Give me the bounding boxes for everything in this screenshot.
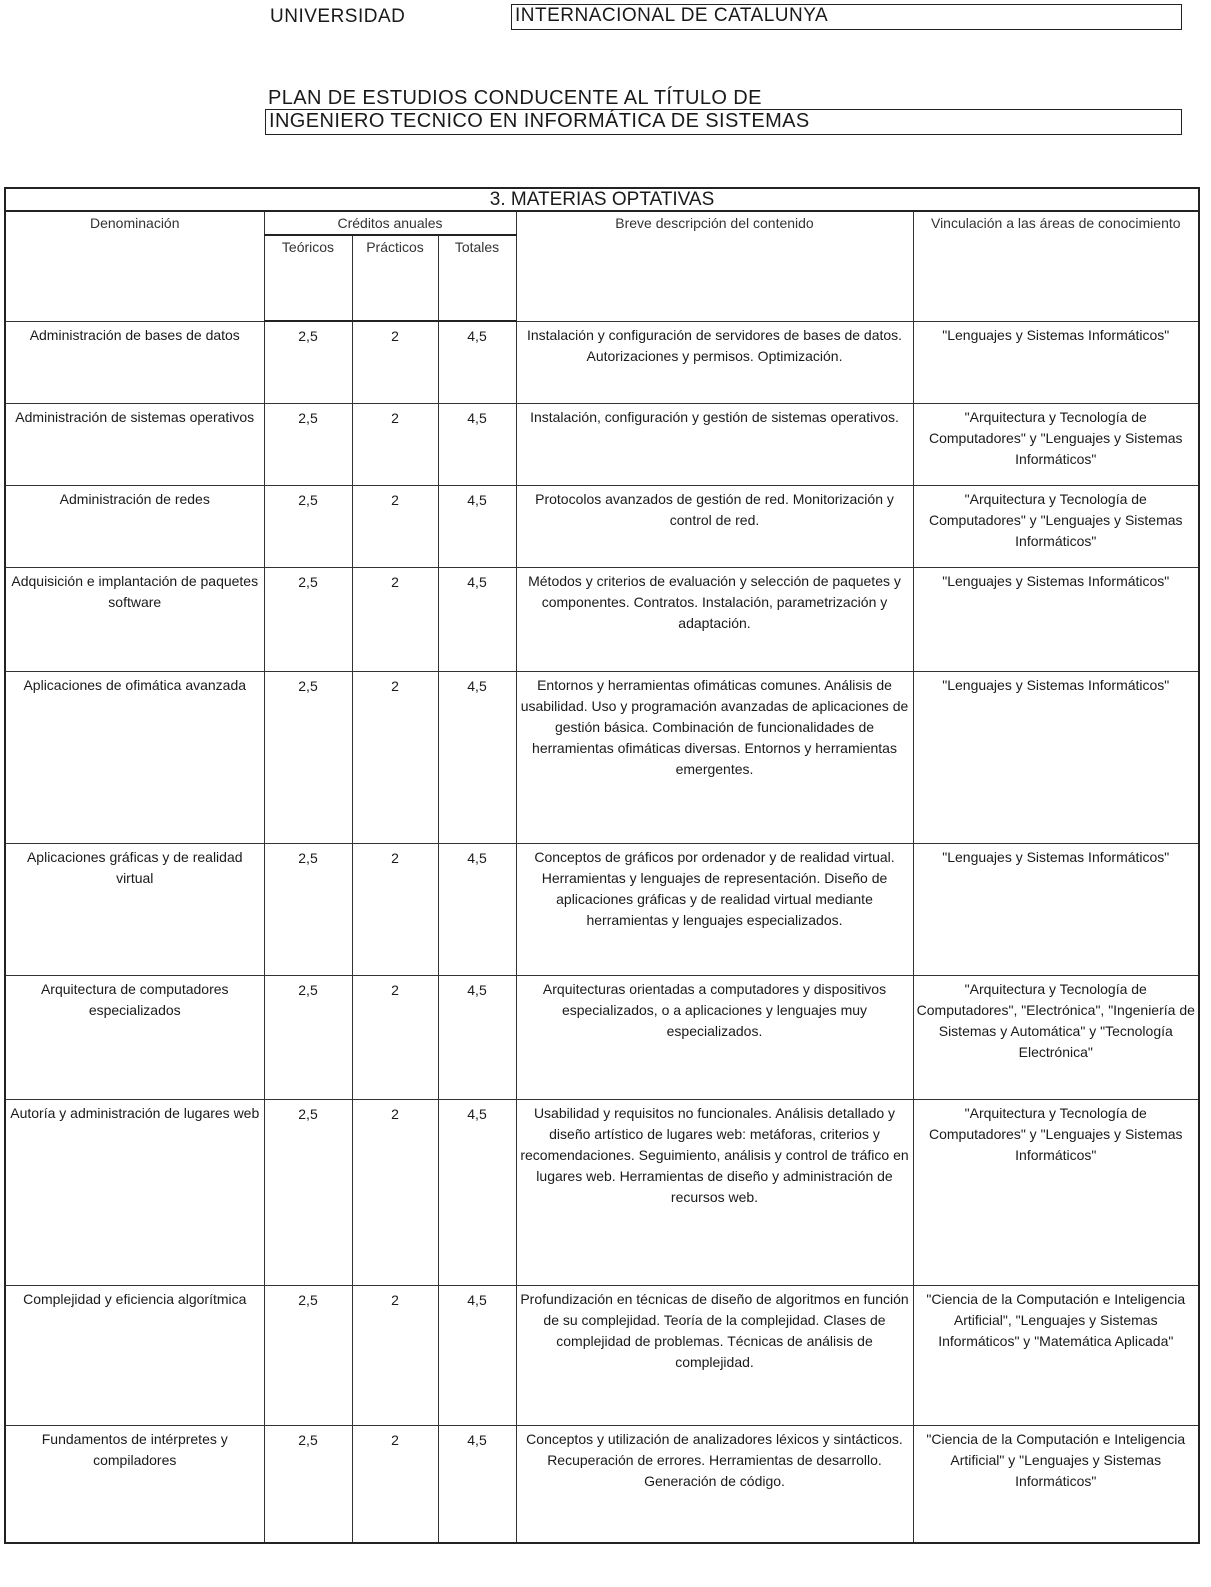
subject-name: Administración de redes	[5, 485, 264, 567]
knowledge-area: "Lenguajes y Sistemas Informáticos"	[913, 843, 1199, 975]
table-row	[5, 975, 1199, 1099]
subject-description: Usabilidad y requisitos no funcionales. Análisis detallado y diseño artístico de lugares web: metáforas, criterios y recomendaciones. Seguimiento, análisis y control de tráfico en lugares web. Herramientas de diseño y administración de recursos web.	[516, 1099, 913, 1285]
table-row	[5, 843, 1199, 975]
subject-name: Administración de sistemas operativos	[5, 403, 264, 485]
degree-title-field: INGENIERO TECNICO EN INFORMÁTICA DE SISTEMAS	[265, 109, 1182, 135]
credits-theory: 2,5	[264, 671, 352, 843]
subject-description: Conceptos y utilización de analizadores léxicos y sintácticos. Recuperación de errores. Herramientas de desarrollo. Generación de código.	[516, 1425, 913, 1543]
table-row	[5, 1425, 1199, 1543]
subject-name: Aplicaciones de ofimática avanzada	[5, 671, 264, 843]
table-row	[5, 1099, 1199, 1285]
credits-total: 4,5	[438, 321, 516, 403]
credits-practice: 2	[352, 567, 438, 671]
credits-total: 4,5	[438, 671, 516, 843]
subject-name: Arquitectura de computadores especializados	[5, 975, 264, 1099]
credits-practice: 2	[352, 671, 438, 843]
credits-practice: 2	[352, 403, 438, 485]
subject-description: Entornos y herramientas ofimáticas comunes. Análisis de usabilidad. Uso y programación avanzadas de aplicaciones de gestión básica. Combinación de funcionalidades de herramientas ofimáticas diversas. Entornos y herramientas emergentes.	[516, 671, 913, 843]
header-denominacion: Denominación	[5, 211, 264, 321]
subject-name: Complejidad y eficiencia algorítmica	[5, 1285, 264, 1425]
knowledge-area: "Arquitectura y Tecnología de Computadores" y "Lenguajes y Sistemas Informáticos"	[913, 1099, 1199, 1285]
credits-practice: 2	[352, 1099, 438, 1285]
credits-theory: 2,5	[264, 1099, 352, 1285]
table-row	[5, 671, 1199, 843]
university-label: UNIVERSIDAD	[270, 6, 406, 27]
section-title: 3. MATERIAS OPTATIVAS	[5, 188, 1199, 211]
subject-name: Fundamentos de intérpretes y compiladores	[5, 1425, 264, 1543]
credits-practice: 2	[352, 1285, 438, 1425]
knowledge-area: "Arquitectura y Tecnología de Computadores" y "Lenguajes y Sistemas Informáticos"	[913, 485, 1199, 567]
credits-theory: 2,5	[264, 567, 352, 671]
credits-total: 4,5	[438, 1285, 516, 1425]
knowledge-area: "Arquitectura y Tecnología de Computadores", "Electrónica", "Ingeniería de Sistemas y Automática" y "Tecnología Electrónica"	[913, 975, 1199, 1099]
credits-theory: 2,5	[264, 843, 352, 975]
credits-practice: 2	[352, 975, 438, 1099]
header-vinculacion: Vinculación a las áreas de conocimiento	[913, 211, 1199, 321]
header-totales: Totales	[438, 235, 516, 321]
credits-total: 4,5	[438, 843, 516, 975]
credits-total: 4,5	[438, 975, 516, 1099]
knowledge-area: "Ciencia de la Computación e Inteligencia Artificial" y "Lenguajes y Sistemas Informáticos"	[913, 1425, 1199, 1543]
credits-practice: 2	[352, 321, 438, 403]
credits-total: 4,5	[438, 1099, 516, 1285]
knowledge-area: "Lenguajes y Sistemas Informáticos"	[913, 321, 1199, 403]
subject-description: Arquitecturas orientadas a computadores y dispositivos especializados, o a aplicaciones y lenguajes muy especializados.	[516, 975, 913, 1099]
header-teoricos: Teóricos	[264, 235, 352, 321]
credits-practice: 2	[352, 1425, 438, 1543]
credits-theory: 2,5	[264, 1285, 352, 1425]
credits-theory: 2,5	[264, 321, 352, 403]
subject-name: Aplicaciones gráficas y de realidad virtual	[5, 843, 264, 975]
subject-name: Autoría y administración de lugares web	[5, 1099, 264, 1285]
credits-practice: 2	[352, 485, 438, 567]
knowledge-area: "Lenguajes y Sistemas Informáticos"	[913, 671, 1199, 843]
subject-description: Protocolos avanzados de gestión de red. Monitorización y control de red.	[516, 485, 913, 567]
header-creditos: Créditos anuales	[264, 211, 516, 235]
table-row	[5, 321, 1199, 403]
subject-name: Administración de bases de datos	[5, 321, 264, 403]
credits-total: 4,5	[438, 485, 516, 567]
credits-theory: 2,5	[264, 485, 352, 567]
credits-total: 4,5	[438, 403, 516, 485]
table-row	[5, 567, 1199, 671]
subject-description: Profundización en técnicas de diseño de algoritmos en función de su complejidad. Teoría de la complejidad. Clases de complejidad de problemas. Técnicas de análisis de complejidad.	[516, 1285, 913, 1425]
table-row	[5, 403, 1199, 485]
subject-description: Métodos y criterios de evaluación y selección de paquetes y componentes. Contratos. Instalación, parametrización y adaptación.	[516, 567, 913, 671]
header-practicos: Prácticos	[352, 235, 438, 321]
credits-total: 4,5	[438, 1425, 516, 1543]
subject-name: Adquisición e implantación de paquetes software	[5, 567, 264, 671]
knowledge-area: "Lenguajes y Sistemas Informáticos"	[913, 567, 1199, 671]
knowledge-area: "Ciencia de la Computación e Inteligencia Artificial", "Lenguajes y Sistemas Informáticos" y "Matemática Aplicada"	[913, 1285, 1199, 1425]
credits-theory: 2,5	[264, 403, 352, 485]
university-name-field: INTERNACIONAL DE CATALUNYA	[511, 4, 1182, 30]
credits-total: 4,5	[438, 567, 516, 671]
header-descripcion: Breve descripción del contenido	[516, 211, 913, 321]
subject-description: Conceptos de gráficos por ordenador y de realidad virtual. Herramientas y lenguajes de representación. Diseño de aplicaciones gráficas y de realidad virtual mediante herramientas y lenguajes especializados.	[516, 843, 913, 975]
subject-description: Instalación, configuración y gestión de sistemas operativos.	[516, 403, 913, 485]
credits-theory: 2,5	[264, 1425, 352, 1543]
subject-description: Instalación y configuración de servidores de bases de datos. Autorizaciones y permisos. Optimización.	[516, 321, 913, 403]
optional-subjects-table	[4, 187, 1200, 1544]
knowledge-area: "Arquitectura y Tecnología de Computadores" y "Lenguajes y Sistemas Informáticos"	[913, 403, 1199, 485]
table-row	[5, 485, 1199, 567]
credits-practice: 2	[352, 843, 438, 975]
plan-label: PLAN DE ESTUDIOS CONDUCENTE AL TÍTULO DE	[268, 87, 762, 109]
credits-theory: 2,5	[264, 975, 352, 1099]
table-row	[5, 1285, 1199, 1425]
